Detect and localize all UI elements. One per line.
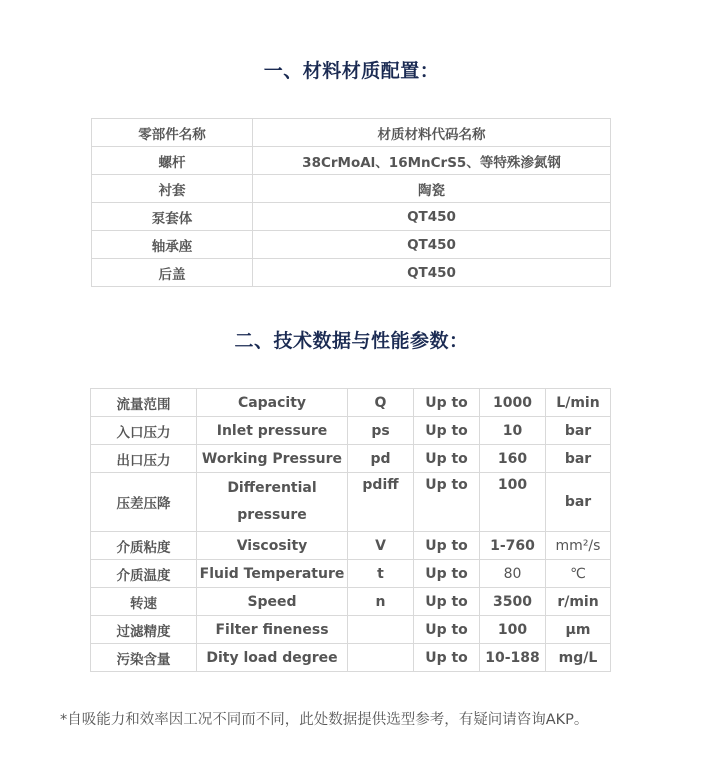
param-en-line: Differential bbox=[227, 480, 317, 496]
table-row bbox=[92, 259, 611, 287]
header-part-name: 零部件名称 bbox=[92, 119, 253, 147]
param-upto-cell: Up to bbox=[414, 532, 480, 560]
param-value-cell: 10-188 bbox=[480, 644, 546, 672]
material-cell: QT450 bbox=[253, 203, 611, 231]
param-unit-cell: ℃ bbox=[546, 560, 611, 588]
param-cn-cell: 入口压力 bbox=[91, 417, 197, 445]
param-cn-cell: 流量范围 bbox=[91, 389, 197, 417]
param-symbol-cell: t bbox=[348, 560, 414, 588]
table-row bbox=[91, 644, 611, 672]
part-name-cell: 轴承座 bbox=[92, 231, 253, 259]
param-symbol-cell: n bbox=[348, 588, 414, 616]
param-en-cell: Dity load degree bbox=[197, 644, 348, 672]
param-upto-cell: Up to bbox=[414, 616, 480, 644]
param-symbol-cell: V bbox=[348, 532, 414, 560]
material-cell: QT450 bbox=[253, 259, 611, 287]
table-row bbox=[92, 203, 611, 231]
section-title-tech-data: 二、技术数据与性能参数： bbox=[234, 330, 469, 352]
param-value-cell: 100 bbox=[480, 616, 546, 644]
param-cn-cell: 污染含量 bbox=[91, 644, 197, 672]
table-header-row bbox=[92, 119, 611, 147]
param-value-cell: 80 bbox=[480, 560, 546, 588]
param-en-cell: Working Pressure bbox=[197, 445, 348, 473]
materials-table bbox=[91, 118, 611, 287]
param-symbol-cell: Q bbox=[348, 389, 414, 417]
table-row bbox=[91, 588, 611, 616]
param-unit-cell: mg/L bbox=[546, 644, 611, 672]
param-value-cell: 160 bbox=[480, 445, 546, 473]
table-row bbox=[91, 616, 611, 644]
param-value-cell: 1-760 bbox=[480, 532, 546, 560]
tech-data-table bbox=[90, 388, 611, 672]
table-row bbox=[91, 560, 611, 588]
param-cn-cell: 压差压降 bbox=[91, 473, 197, 532]
param-en-cell: Speed bbox=[197, 588, 348, 616]
param-upto-cell: Up to bbox=[414, 473, 480, 532]
param-unit-cell: bar bbox=[546, 445, 611, 473]
param-upto-cell: Up to bbox=[414, 389, 480, 417]
part-name-cell: 螺杆 bbox=[92, 147, 253, 175]
param-upto-cell: Up to bbox=[414, 445, 480, 473]
param-value-cell: 10 bbox=[480, 417, 546, 445]
param-upto-cell: Up to bbox=[414, 588, 480, 616]
param-unit-cell: r/min bbox=[546, 588, 611, 616]
part-name-cell: 后盖 bbox=[92, 259, 253, 287]
table-row bbox=[91, 417, 611, 445]
param-value-cell: 1000 bbox=[480, 389, 546, 417]
param-en-cell: Filter fineness bbox=[197, 616, 348, 644]
material-cell: QT450 bbox=[253, 231, 611, 259]
table-row bbox=[92, 231, 611, 259]
param-symbol-cell: pd bbox=[348, 445, 414, 473]
param-unit-cell: bar bbox=[546, 417, 611, 445]
param-unit-cell: mm²/s bbox=[546, 532, 611, 560]
param-cn-cell: 介质温度 bbox=[91, 560, 197, 588]
param-value-cell: 3500 bbox=[480, 588, 546, 616]
table-row bbox=[91, 532, 611, 560]
table-row bbox=[92, 147, 611, 175]
param-en-line: pressure bbox=[237, 507, 307, 523]
param-cn-cell: 介质粘度 bbox=[91, 532, 197, 560]
param-en-cell: Viscosity bbox=[197, 532, 348, 560]
param-cn-cell: 过滤精度 bbox=[91, 616, 197, 644]
table-row bbox=[91, 445, 611, 473]
param-value-cell: 100 bbox=[480, 473, 546, 532]
param-unit-cell: μm bbox=[546, 616, 611, 644]
param-cn-cell: 转速 bbox=[91, 588, 197, 616]
param-en-cell bbox=[197, 473, 348, 532]
part-name-cell: 衬套 bbox=[92, 175, 253, 203]
param-upto-cell: Up to bbox=[414, 417, 480, 445]
param-symbol-cell bbox=[348, 616, 414, 644]
material-cell: 38CrMoAl、16MnCrS5、等特殊渗氮钢 bbox=[253, 147, 611, 175]
section-title-materials: 一、材料材质配置： bbox=[263, 60, 440, 82]
table-row bbox=[91, 473, 611, 532]
param-en-cell: Fluid Temperature bbox=[197, 560, 348, 588]
part-name-cell: 泵套体 bbox=[92, 203, 253, 231]
header-material-code: 材质材料代码名称 bbox=[253, 119, 611, 147]
table-row bbox=[91, 389, 611, 417]
param-upto-cell: Up to bbox=[414, 644, 480, 672]
param-cn-cell: 出口压力 bbox=[91, 445, 197, 473]
param-symbol-cell: pdiff bbox=[348, 473, 414, 532]
footnote: *自吸能力和效率因工况不同而不同，此处数据提供选型参考，有疑问请咨询AKP。 bbox=[60, 712, 589, 728]
param-en-cell: Inlet pressure bbox=[197, 417, 348, 445]
param-symbol-cell: ps bbox=[348, 417, 414, 445]
param-symbol-cell bbox=[348, 644, 414, 672]
param-upto-cell: Up to bbox=[414, 560, 480, 588]
param-en-cell: Capacity bbox=[197, 389, 348, 417]
table-row bbox=[92, 175, 611, 203]
material-cell: 陶瓷 bbox=[253, 175, 611, 203]
param-unit-cell: bar bbox=[546, 473, 611, 532]
param-unit-cell: L/min bbox=[546, 389, 611, 417]
